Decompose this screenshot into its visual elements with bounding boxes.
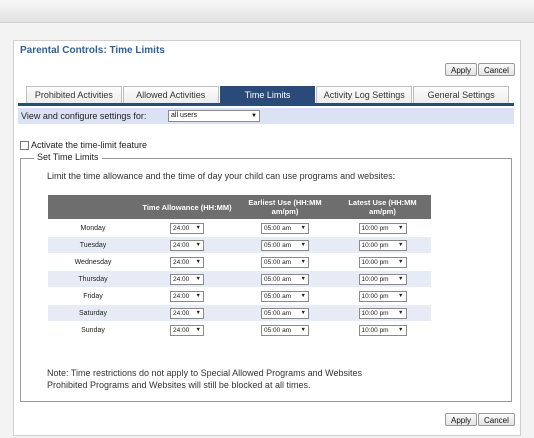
day-label: Sunday	[48, 322, 138, 339]
latest-use-select[interactable]	[359, 240, 407, 251]
chevron-down-icon: ▼	[300, 275, 306, 282]
allowance-cell	[138, 271, 236, 288]
earliest-use-select[interactable]	[261, 223, 309, 234]
latest-use-select[interactable]	[359, 325, 407, 336]
latest-use-select[interactable]	[359, 291, 407, 302]
allowance-value: 24:00	[173, 326, 190, 334]
chevron-down-icon: ▼	[398, 275, 404, 282]
checkbox-icon[interactable]	[20, 141, 29, 150]
allowance-value: 24:00	[173, 224, 190, 232]
time-limits-table	[48, 195, 431, 338]
latest-use-select[interactable]	[359, 223, 407, 234]
day-label: Saturday	[48, 305, 138, 322]
cancel-button-bottom[interactable]: Cancel	[478, 413, 515, 426]
note-line-2: Prohibited Programs and Websites will still be blocked at all times.	[47, 380, 311, 390]
allowance-value: 24:00	[173, 309, 190, 317]
chevron-down-icon: ▼	[195, 275, 201, 282]
table-row	[48, 322, 431, 339]
day-label: Tuesday	[48, 237, 138, 254]
chevron-down-icon: ▼	[398, 326, 404, 333]
page-title: Parental Controls: Time Limits	[20, 45, 165, 56]
table-row	[48, 220, 431, 237]
earliest-use-cell	[236, 254, 334, 271]
chevron-down-icon: ▼	[300, 326, 306, 333]
allowance-select[interactable]	[170, 308, 204, 319]
chevron-down-icon: ▼	[398, 292, 404, 299]
cancel-button-top[interactable]: Cancel	[478, 63, 515, 76]
latest-use-value: 10:00 pm	[361, 224, 389, 232]
earliest-use-value: 05:00 am	[264, 309, 292, 317]
earliest-use-select[interactable]	[261, 325, 309, 336]
header-time-allowance: Time Allowance (HH:MM)	[138, 195, 236, 220]
chevron-down-icon: ▼	[398, 309, 404, 316]
latest-use-value: 10:00 pm	[361, 275, 389, 283]
table-header-row	[48, 195, 431, 220]
earliest-use-cell	[236, 288, 334, 305]
latest-use-cell	[334, 322, 431, 339]
browser-toolbar	[0, 0, 534, 23]
tab-allowed-activities[interactable]: Allowed Activities	[123, 86, 219, 103]
header-latest-use: Latest Use (HH:MM am/pm)	[334, 195, 431, 220]
header-day	[48, 195, 138, 220]
header-earliest-use: Earliest Use (HH:MM am/pm)	[236, 195, 334, 220]
note-line-1: Note: Time restrictions do not apply to Special Allowed Programs and Websites	[47, 368, 362, 378]
activate-time-limit-label: Activate the time-limit feature	[31, 140, 148, 150]
apply-button-top[interactable]: Apply	[445, 63, 477, 76]
user-select[interactable]	[168, 110, 260, 122]
latest-use-select[interactable]	[359, 274, 407, 285]
earliest-use-cell	[236, 271, 334, 288]
earliest-use-value: 05:00 am	[264, 326, 292, 334]
day-label: Thursday	[48, 271, 138, 288]
earliest-use-cell	[236, 220, 334, 237]
tab-prohibited-activities[interactable]: Prohibited Activities	[26, 86, 122, 103]
day-label: Monday	[48, 220, 138, 237]
earliest-use-select[interactable]	[261, 257, 309, 268]
table-row	[48, 237, 431, 254]
latest-use-value: 10:00 pm	[361, 292, 389, 300]
chevron-down-icon: ▼	[195, 258, 201, 265]
earliest-use-value: 05:00 am	[264, 224, 292, 232]
tab-bar	[26, 86, 510, 103]
allowance-value: 24:00	[173, 275, 190, 283]
earliest-use-cell	[236, 322, 334, 339]
allowance-value: 24:00	[173, 292, 190, 300]
chevron-down-icon: ▼	[251, 113, 257, 119]
latest-use-cell	[334, 288, 431, 305]
table-row	[48, 271, 431, 288]
parental-controls-panel	[13, 40, 521, 436]
allowance-select[interactable]	[170, 274, 204, 285]
earliest-use-cell	[236, 305, 334, 322]
latest-use-select[interactable]	[359, 308, 407, 319]
allowance-cell	[138, 322, 236, 339]
earliest-use-value: 05:00 am	[264, 275, 292, 283]
chevron-down-icon: ▼	[195, 309, 201, 316]
allowance-value: 24:00	[173, 258, 190, 266]
latest-use-value: 10:00 pm	[361, 258, 389, 266]
chevron-down-icon: ▼	[300, 258, 306, 265]
allowance-select[interactable]	[170, 257, 204, 268]
earliest-use-cell	[236, 237, 334, 254]
tab-underline	[18, 103, 514, 106]
chevron-down-icon: ▼	[195, 241, 201, 248]
allowance-cell	[138, 288, 236, 305]
earliest-use-select[interactable]	[261, 308, 309, 319]
set-time-limits-legend: Set Time Limits	[34, 152, 102, 162]
table-row	[48, 288, 431, 305]
allowance-cell	[138, 254, 236, 271]
note-text	[47, 367, 362, 391]
earliest-use-value: 05:00 am	[264, 292, 292, 300]
chevron-down-icon: ▼	[300, 309, 306, 316]
latest-use-value: 10:00 pm	[361, 309, 389, 317]
chevron-down-icon: ▼	[398, 258, 404, 265]
allowance-cell	[138, 237, 236, 254]
chevron-down-icon: ▼	[398, 241, 404, 248]
view-settings-label: View and configure settings for:	[21, 111, 147, 121]
allowance-select[interactable]	[170, 240, 204, 251]
chevron-down-icon: ▼	[195, 292, 201, 299]
allowance-cell	[138, 220, 236, 237]
latest-use-cell	[334, 305, 431, 322]
latest-use-value: 10:00 pm	[361, 326, 389, 334]
chevron-down-icon: ▼	[195, 326, 201, 333]
allowance-cell	[138, 305, 236, 322]
allowance-select[interactable]	[170, 223, 204, 234]
earliest-use-value: 05:00 am	[264, 258, 292, 266]
latest-use-cell	[334, 271, 431, 288]
activate-time-limit-checkbox[interactable]	[20, 140, 147, 150]
tab-activity-log-settings[interactable]: Activity Log Settings	[316, 86, 412, 103]
apply-button-bottom[interactable]: Apply	[445, 413, 477, 426]
allowance-select[interactable]	[170, 325, 204, 336]
latest-use-cell	[334, 254, 431, 271]
earliest-use-value: 05:00 am	[264, 241, 292, 249]
allowance-value: 24:00	[173, 241, 190, 249]
chevron-down-icon: ▼	[300, 292, 306, 299]
tab-general-settings[interactable]: General Settings	[413, 86, 509, 103]
allowance-select[interactable]	[170, 291, 204, 302]
earliest-use-select[interactable]	[261, 240, 309, 251]
latest-use-cell	[334, 220, 431, 237]
table-row	[48, 305, 431, 322]
latest-use-cell	[334, 237, 431, 254]
day-label: Friday	[48, 288, 138, 305]
chevron-down-icon: ▼	[300, 241, 306, 248]
day-label: Wednesday	[48, 254, 138, 271]
table-row	[48, 254, 431, 271]
chevron-down-icon: ▼	[195, 224, 201, 231]
tab-time-limits[interactable]: Time Limits	[220, 86, 316, 103]
latest-use-value: 10:00 pm	[361, 241, 389, 249]
time-limits-description: Limit the time allowance and the time of day your child can use programs and websites:	[47, 171, 396, 181]
latest-use-select[interactable]	[359, 257, 407, 268]
view-settings-bar	[18, 108, 514, 124]
chevron-down-icon: ▼	[300, 224, 306, 231]
user-select-value: all users	[171, 112, 198, 119]
earliest-use-select[interactable]	[261, 274, 309, 285]
earliest-use-select[interactable]	[261, 291, 309, 302]
chevron-down-icon: ▼	[398, 224, 404, 231]
